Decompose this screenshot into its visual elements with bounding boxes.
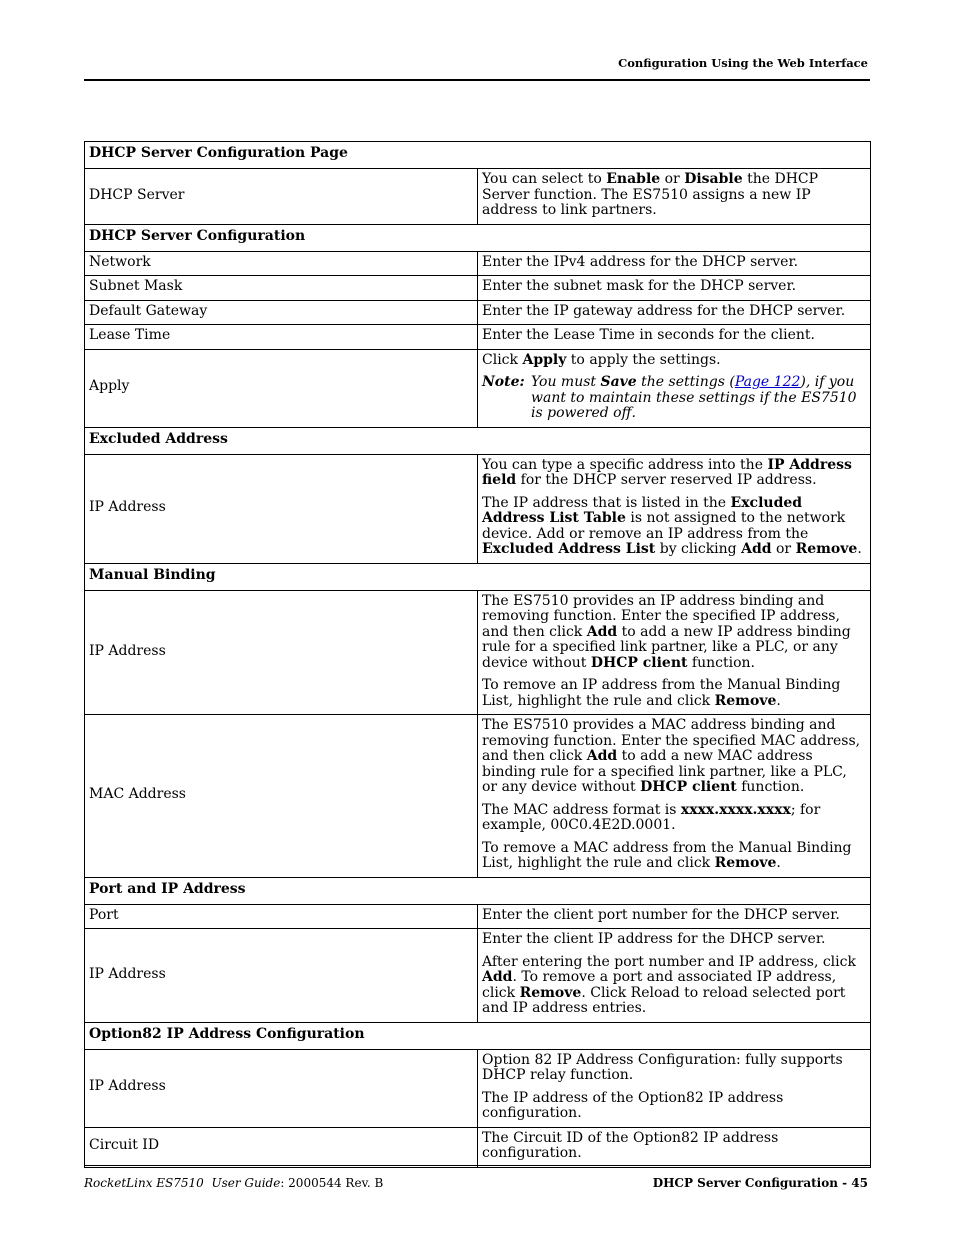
- table-row: [85, 929, 871, 1023]
- row-description: Enter the IP gateway address for the DHCP server.: [478, 300, 871, 325]
- row-label: IP Address: [85, 590, 478, 715]
- row-description: Enter the IPv4 address for the DHCP server.: [478, 251, 871, 276]
- row-label: Circuit ID: [85, 1127, 478, 1167]
- row-label: Lease Time: [85, 325, 478, 350]
- row-label: IP Address: [85, 1049, 478, 1127]
- table-row: [85, 224, 871, 251]
- row-label: Port: [85, 904, 478, 929]
- page-link[interactable]: Page 122: [734, 374, 801, 390]
- row-description: The ES7510 provides an IP address binding and removing function. Enter the specified IP address, and then click Add to add a new IP address binding rule for a specified link partner, like a PLC, or any device without DHCP client function. To remove an IP address from the Manual Binding List, highlight the rule and click Remove.: [478, 590, 871, 715]
- row-description: Enter the subnet mask for the DHCP server.: [478, 276, 871, 301]
- row-description: You can type a specific address into the IP Address field for the DHCP server reserved IP address. The IP address that is listed in the Excluded Address List Table is not assigned to the network device. Add or remove an IP address from the Excluded Address List by clicking Add or Remove.: [478, 454, 871, 563]
- config-table: [84, 141, 871, 1168]
- table-row: [85, 904, 871, 929]
- table-row: [85, 563, 871, 590]
- row-label: Apply: [85, 349, 478, 427]
- table-row: [85, 1127, 871, 1167]
- row-label: Network: [85, 251, 478, 276]
- table-row: [85, 300, 871, 325]
- row-description: Click Apply to apply the settings. Note: You must Save the settings (Page 122), if you want to maintain these settings if the ES7510 is powered off.: [478, 349, 871, 427]
- table-row: [85, 715, 871, 878]
- section-heading: DHCP Server Configuration: [85, 224, 871, 251]
- row-label: MAC Address: [85, 715, 478, 878]
- table-row: [85, 251, 871, 276]
- footer-rule: [84, 1165, 870, 1166]
- section-heading: Option82 IP Address Configuration: [85, 1022, 871, 1049]
- table-row: [85, 454, 871, 563]
- table-row: [85, 427, 871, 454]
- table-row: [85, 276, 871, 301]
- row-description: You can select to Enable or Disable the DHCP Server function. The ES7510 assigns a new IP address to link partners.: [478, 169, 871, 225]
- running-header: Configuration Using the Web Interface: [618, 56, 868, 70]
- footer-doc-info: RocketLinx ES7510 User Guide: 2000544 Rev. B: [84, 1176, 384, 1190]
- table-row: [85, 142, 871, 169]
- table-row: [85, 169, 871, 225]
- row-description: Enter the Lease Time in seconds for the client.: [478, 325, 871, 350]
- footer-page-number: DHCP Server Configuration - 45: [652, 1176, 868, 1190]
- row-description: Option 82 IP Address Configuration: fully supports DHCP relay function. The IP address of the Option82 IP address configuration.: [478, 1049, 871, 1127]
- table-row: [85, 1049, 871, 1127]
- row-description: Enter the client port number for the DHCP server.: [478, 904, 871, 929]
- table-row: [85, 325, 871, 350]
- table-row: [85, 877, 871, 904]
- section-heading: Manual Binding: [85, 563, 871, 590]
- row-label: DHCP Server: [85, 169, 478, 225]
- header-rule: [84, 79, 870, 81]
- section-heading: Excluded Address: [85, 427, 871, 454]
- table-row: [85, 349, 871, 427]
- row-description: Enter the client IP address for the DHCP server. After entering the port number and IP address, click Add. To remove a port and associated IP address, click Remove. Click Reload to reload selected port and IP address entries.: [478, 929, 871, 1023]
- row-label: Subnet Mask: [85, 276, 478, 301]
- row-label: IP Address: [85, 454, 478, 563]
- row-description: The Circuit ID of the Option82 IP address configuration.: [478, 1127, 871, 1167]
- row-label: Default Gateway: [85, 300, 478, 325]
- row-label: IP Address: [85, 929, 478, 1023]
- table-row: [85, 590, 871, 715]
- section-heading: Port and IP Address: [85, 877, 871, 904]
- page-title: DHCP Server Configuration Page: [85, 142, 871, 169]
- table-row: [85, 1022, 871, 1049]
- row-description: The ES7510 provides a MAC address binding and removing function. Enter the specified MAC address, and then click Add to add a new MAC address binding rule for a specified link partner, like a PLC, or any device without DHCP client function. The MAC address format is xxxx.xxxx.xxxx; for example, 00C0.4E2D.0001. To remove a MAC address from the Manual Binding List, highlight the rule and click Remove.: [478, 715, 871, 878]
- note: Note: You must Save the settings (Page 122), if you want to maintain these settings if the ES7510 is powered off.: [482, 374, 857, 421]
